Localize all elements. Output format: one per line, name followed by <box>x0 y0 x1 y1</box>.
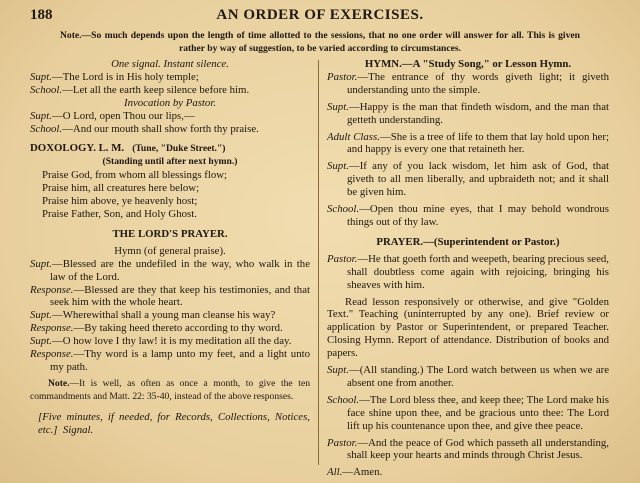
five-minutes-note: [Five minutes, if needed, for Records, Collections, Notices, etc.] Signal. <box>38 410 310 436</box>
signal-line: One signal. Instant silence. <box>111 58 229 70</box>
doxology-line: Praise him, all creatures here below; <box>42 182 200 195</box>
responsive-line: Pastor.—He that goeth forth and weepeth, bearing precious seed, shall doubtless come again with rejoicing, bringing his sheaves with him. <box>327 252 609 291</box>
doxology-instruction: (Standing until after next hymn.) <box>102 156 238 168</box>
responsive-line: School.—The Lord bless thee, and keep thee; The Lord make his face shine upon thee, and be gracious unto thee: The Lord lift up his countenance upon thee, and give thee peace. <box>327 393 609 432</box>
responsive-line: Supt.—Happy is the man that findeth wisdom, and the man that getteth understanding. <box>327 100 609 126</box>
hymn-general: Hymn (of general praise). <box>114 244 226 257</box>
responsive-line: School.—Let all the earth keep silence before him. <box>30 83 250 96</box>
responsive-line: Supt.—O Lord, open Thou our lips,— <box>30 109 195 122</box>
column-divider <box>318 60 319 465</box>
hymn-study-heading: HYMN.—A "Study Song," or Lesson Hymn. <box>364 58 572 70</box>
responsive-line: Response.—Thy word is a lamp unto my feet, and a light unto my path. <box>30 348 310 373</box>
intro-note-text: —So much depends upon the length of time allotted to the sessions, that no one order will answer for all. This is given rather by way of suggestion, to be varied according to circumstances. <box>81 30 580 54</box>
responsive-line: Adult Class.—She is a tree of life to them that lay hold upon her; and happy is every one that retaineth her. <box>327 130 609 156</box>
lesson-instructions: Read lesson responsively or otherwise, and give "Golden Text." Teaching (uninterrupted by any one). Brief review or application by Pastor or Superintendent, or prepared Teacher. Closing Hymn. Report of attendance. Distribution of books and papers. <box>327 295 609 360</box>
responsive-line: Pastor.—The entrance of thy words giveth light; it giveth understanding unto the simple. <box>327 70 609 96</box>
left-column <box>30 58 310 436</box>
running-title: AN ORDER OF EXERCISES. <box>216 7 424 23</box>
page-header <box>0 6 640 26</box>
intro-note <box>60 29 580 55</box>
responsive-line: Supt.—(All standing.) The Lord watch between us when we are absent one from another. <box>327 364 609 389</box>
responsive-line: Supt.—O how love I thy law! it is my meditation all the day. <box>30 335 292 348</box>
responsive-line: Pastor.—And the peace of God which passeth all understanding, shall keep your hearts and minds through Christ Jesus. <box>327 436 609 462</box>
right-column <box>327 58 609 479</box>
doxology-heading: DOXOLOGY. L. M. (Tune, "Duke Street.") <box>30 142 226 155</box>
lords-prayer-heading: THE LORD'S PRAYER. <box>112 227 228 240</box>
responsive-line: Supt.—The Lord is in His holy temple; <box>30 70 199 83</box>
responsive-line: Response.—By taking heed thereto according to thy word. <box>30 322 283 335</box>
doxology-line: Praise Father, Son, and Holy Ghost. <box>42 207 197 220</box>
responsive-line: Response.—Blessed are they that keep his testimonies, and that seek him with the whole heart. <box>30 283 310 309</box>
responsive-line: Supt.—Wherewithal shall a young man cleanse his way? <box>30 309 276 322</box>
page-number: 188 <box>30 7 53 23</box>
responsive-line: School.—And our mouth shall show forth thy praise. <box>30 122 259 135</box>
intro-note-label: Note. <box>60 30 82 41</box>
prayer-heading: PRAYER.—(Superintendent or Pastor.) <box>376 235 560 248</box>
invocation-line: Invocation by Pastor. <box>123 96 217 109</box>
doxology-line: Praise God, from whom all blessings flow; <box>42 169 228 182</box>
responsive-line: Supt.—If any of you lack wisdom, let him ask of God, that giveth to all men liberally, and upbraideth not; and it shall be given him. <box>327 160 609 199</box>
responsive-line: All.—Amen. <box>327 466 383 479</box>
footnote: Note.—It is well, as often as once a month, to give the ten commandments and Matt. 22: 35-40, instead of the above responses. <box>30 377 310 402</box>
doxology-line: Praise him above, ye heavenly host; <box>42 195 198 208</box>
responsive-line: Supt.—Blessed are the undefiled in the way, who walk in the law of the Lord. <box>30 257 310 283</box>
responsive-line: School.—Open thou mine eyes, that I may behold wondrous things out of thy law. <box>327 203 609 228</box>
